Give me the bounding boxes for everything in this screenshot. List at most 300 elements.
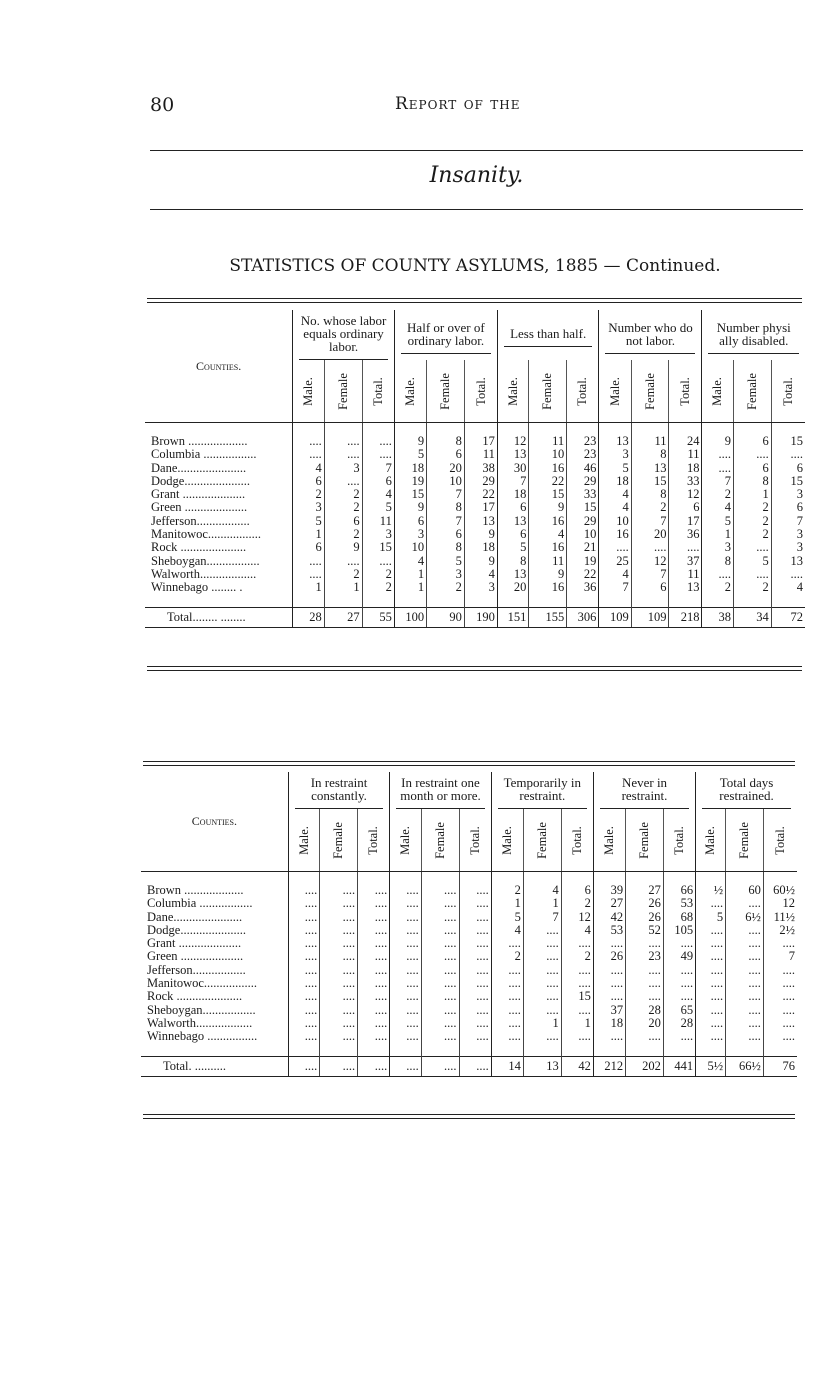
table-cell: .... bbox=[390, 1030, 421, 1043]
group-label: Number physi ally disabled. bbox=[708, 317, 799, 354]
county-name: Green .................... bbox=[151, 501, 248, 515]
table-cell: .... bbox=[631, 541, 669, 554]
table-cell: .... bbox=[459, 950, 491, 963]
table-cell: 4 bbox=[491, 924, 523, 937]
table-cell: 23 bbox=[567, 448, 599, 461]
table-cell: 6½ bbox=[726, 911, 764, 924]
table-cell: .... bbox=[320, 937, 358, 950]
table-cell: 2½ bbox=[763, 924, 797, 937]
group-label: Less than half. bbox=[504, 323, 593, 347]
table-cell: .... bbox=[523, 937, 561, 950]
table-cell: .... bbox=[459, 884, 491, 897]
table-cell: 27 bbox=[626, 884, 664, 897]
sub-header-cell bbox=[464, 360, 497, 423]
table-cell: 4 bbox=[523, 884, 561, 897]
county-name: Rock ..................... bbox=[151, 541, 247, 555]
table-cell: 13 bbox=[464, 515, 497, 528]
table-cell: 3 bbox=[293, 501, 325, 514]
table-cell: .... bbox=[288, 1017, 319, 1030]
table-cell: 2 bbox=[561, 897, 593, 910]
table-cell: 5 bbox=[491, 911, 523, 924]
table-cell: 16 bbox=[529, 462, 567, 475]
table-cell: 7 bbox=[497, 475, 529, 488]
table-cell: .... bbox=[421, 977, 459, 990]
table-cell: .... bbox=[288, 897, 319, 910]
table-cell: 2 bbox=[362, 568, 394, 581]
county-name: Brown ................... bbox=[151, 435, 248, 448]
sub-header-label: Male. bbox=[703, 825, 718, 855]
table-cell: .... bbox=[726, 1017, 764, 1030]
sub-header-cell bbox=[427, 360, 465, 423]
table-cell: .... bbox=[390, 884, 421, 897]
county-name: Dodge..................... bbox=[147, 923, 246, 937]
table-cell: 16 bbox=[529, 581, 567, 594]
sub-header-label: Male. bbox=[607, 376, 622, 406]
table-cell: 3 bbox=[324, 462, 362, 475]
table-cell: 38 bbox=[464, 462, 497, 475]
table-cell: 66 bbox=[663, 884, 695, 897]
table-cell: 1 bbox=[561, 1017, 593, 1030]
county-name: Total. .......... bbox=[141, 1056, 288, 1076]
table-cell: 5½ bbox=[696, 1056, 726, 1076]
table-cell: 9 bbox=[464, 555, 497, 568]
table-cell: 2 bbox=[733, 581, 771, 594]
table-cell: 72 bbox=[771, 607, 805, 627]
table-cell: 49 bbox=[663, 950, 695, 963]
table-cell: 7 bbox=[702, 475, 734, 488]
table-cell: 4 bbox=[464, 568, 497, 581]
table-cell: .... bbox=[726, 897, 764, 910]
table-cell: 2 bbox=[293, 488, 325, 501]
table-cell: 3 bbox=[362, 528, 394, 541]
table-cell: 5 bbox=[702, 515, 734, 528]
table-cell: .... bbox=[288, 1056, 319, 1076]
county-name: Manitowoc................. bbox=[151, 528, 262, 542]
table-cell: .... bbox=[599, 541, 631, 554]
total-row bbox=[145, 607, 805, 627]
table-cell: 9 bbox=[702, 435, 734, 448]
table-cell: .... bbox=[390, 1056, 421, 1076]
table-cell: .... bbox=[390, 964, 421, 977]
table-cell: 6 bbox=[427, 528, 465, 541]
total-row bbox=[141, 1056, 797, 1076]
sub-header-cell bbox=[529, 360, 567, 423]
table-cell: 6 bbox=[631, 581, 669, 594]
table-cell: 26 bbox=[626, 897, 664, 910]
group-header-restraint-constantly bbox=[288, 772, 389, 809]
sub-header-label: Male. bbox=[710, 376, 725, 406]
sub-header-cell bbox=[358, 809, 390, 872]
table-row bbox=[141, 1004, 797, 1017]
table-cell: .... bbox=[491, 937, 523, 950]
table-cell: 9 bbox=[394, 435, 426, 448]
table-cell: .... bbox=[358, 964, 390, 977]
table-cell: 11 bbox=[669, 568, 702, 581]
table-cell: 109 bbox=[631, 607, 669, 627]
table-cell: 7 bbox=[763, 950, 797, 963]
table-cell: .... bbox=[358, 1004, 390, 1017]
table-cell: .... bbox=[663, 937, 695, 950]
table-cell: 33 bbox=[669, 475, 702, 488]
table-cell: .... bbox=[324, 435, 362, 448]
table-cell: 7 bbox=[427, 488, 465, 501]
table-row bbox=[141, 977, 797, 990]
table-cell: .... bbox=[726, 950, 764, 963]
table-cell: .... bbox=[523, 1030, 561, 1043]
table-cell: 17 bbox=[464, 435, 497, 448]
table-cell: 14 bbox=[491, 1056, 523, 1076]
table-cell: .... bbox=[390, 977, 421, 990]
table-cell: 3 bbox=[771, 541, 805, 554]
table-cell: .... bbox=[459, 990, 491, 1003]
table-cell: 33 bbox=[567, 488, 599, 501]
sub-header-cell bbox=[669, 360, 702, 423]
table-cell: 18 bbox=[464, 541, 497, 554]
table-cell: 155 bbox=[529, 607, 567, 627]
sub-header-cell bbox=[733, 360, 771, 423]
table-cell: .... bbox=[663, 977, 695, 990]
group-label: Temporarily in restraint. bbox=[498, 772, 587, 809]
group-label: Never in restraint. bbox=[600, 772, 689, 809]
table-cell: .... bbox=[358, 884, 390, 897]
table-cell: 6 bbox=[293, 475, 325, 488]
county-name: Rock ..................... bbox=[147, 990, 243, 1004]
table-cell: 11 bbox=[529, 555, 567, 568]
county-name: Jefferson................. bbox=[151, 514, 250, 528]
table-cell: 11 bbox=[631, 435, 669, 448]
table-cell: 15 bbox=[771, 435, 805, 448]
sub-header-label: Male. bbox=[505, 376, 520, 406]
table-cell: 5 bbox=[394, 448, 426, 461]
table-cell: .... bbox=[293, 568, 325, 581]
table-cell: 190 bbox=[464, 607, 497, 627]
group-label: In restraint constantly. bbox=[295, 772, 383, 809]
sub-header-label: Female bbox=[335, 372, 350, 410]
sub-header-label: Total. bbox=[672, 825, 687, 855]
sub-header-label: Male. bbox=[602, 825, 617, 855]
table-cell: 10 bbox=[599, 515, 631, 528]
table-cell: .... bbox=[390, 1017, 421, 1030]
table-row bbox=[145, 515, 805, 528]
sub-header-label: Total. bbox=[370, 376, 385, 406]
header-rule-bottom bbox=[150, 209, 803, 210]
table-row bbox=[145, 462, 805, 475]
sub-header-label: Total. bbox=[473, 376, 488, 406]
table-cell: .... bbox=[320, 897, 358, 910]
table-cell: 25 bbox=[599, 555, 631, 568]
table-cell: 6 bbox=[394, 515, 426, 528]
table-cell: 90 bbox=[427, 607, 465, 627]
table-cell: .... bbox=[491, 990, 523, 1003]
table-cell: .... bbox=[288, 884, 319, 897]
county-name: Total........ ........ bbox=[145, 607, 293, 627]
table-cell: .... bbox=[459, 1056, 491, 1076]
sub-header-cell bbox=[394, 360, 426, 423]
table-cell: 5 bbox=[733, 555, 771, 568]
table-cell: .... bbox=[696, 1017, 726, 1030]
table-cell: .... bbox=[421, 911, 459, 924]
group-header-restraint-month bbox=[390, 772, 491, 809]
table-cell: .... bbox=[763, 1017, 797, 1030]
table-cell: .... bbox=[421, 990, 459, 1003]
table-cell: .... bbox=[288, 1030, 319, 1043]
table-cell: 13 bbox=[497, 448, 529, 461]
sub-header-cell bbox=[702, 360, 734, 423]
table-row bbox=[141, 937, 797, 950]
table-cell: 46 bbox=[567, 462, 599, 475]
table-cell: 39 bbox=[593, 884, 625, 897]
table-cell: .... bbox=[491, 1030, 523, 1043]
table-cell: .... bbox=[288, 1004, 319, 1017]
table-cell: 15 bbox=[771, 475, 805, 488]
table-cell: .... bbox=[421, 1017, 459, 1030]
table-cell: 16 bbox=[529, 541, 567, 554]
table-cell: .... bbox=[726, 937, 764, 950]
table-cell: 9 bbox=[324, 541, 362, 554]
sub-header-label: Male. bbox=[499, 825, 514, 855]
table-cell: .... bbox=[663, 1030, 695, 1043]
table-cell: 105 bbox=[663, 924, 695, 937]
table-cell: 11½ bbox=[763, 911, 797, 924]
table-cell: .... bbox=[626, 990, 664, 1003]
table-cell: 109 bbox=[599, 607, 631, 627]
table-cell: .... bbox=[421, 937, 459, 950]
table-cell: 11 bbox=[669, 448, 702, 461]
county-name: Dodge..................... bbox=[151, 474, 250, 488]
table-cell: .... bbox=[320, 924, 358, 937]
county-name: Columbia ................. bbox=[151, 448, 257, 462]
table-cell: 5 bbox=[362, 501, 394, 514]
sub-header-cell bbox=[663, 809, 695, 872]
table-cell: .... bbox=[561, 1030, 593, 1043]
table-cell: .... bbox=[320, 1030, 358, 1043]
table1-top-double-rule bbox=[147, 298, 802, 303]
table-cell: 5 bbox=[427, 555, 465, 568]
table-cell: 18 bbox=[394, 462, 426, 475]
table-cell: .... bbox=[733, 448, 771, 461]
table-cell: .... bbox=[733, 568, 771, 581]
table-cell: .... bbox=[702, 448, 734, 461]
table-cell: 6 bbox=[427, 448, 465, 461]
table-cell: 13 bbox=[631, 462, 669, 475]
table-cell: .... bbox=[593, 1030, 625, 1043]
table-cell: 8 bbox=[497, 555, 529, 568]
table-cell: 2 bbox=[561, 950, 593, 963]
table-cell: 218 bbox=[669, 607, 702, 627]
table-cell: .... bbox=[459, 964, 491, 977]
table-row bbox=[145, 448, 805, 461]
table-cell: .... bbox=[561, 1004, 593, 1017]
sub-header-cell bbox=[561, 809, 593, 872]
table-cell: .... bbox=[763, 990, 797, 1003]
table-cell: .... bbox=[763, 977, 797, 990]
table-cell: 34 bbox=[733, 607, 771, 627]
table-cell: 23 bbox=[567, 435, 599, 448]
county-name: Winnebago ........ . bbox=[151, 581, 243, 595]
table-cell: .... bbox=[390, 990, 421, 1003]
table-cell: 6 bbox=[497, 501, 529, 514]
table-cell: 3 bbox=[394, 528, 426, 541]
table-cell: 2 bbox=[733, 515, 771, 528]
table-cell: .... bbox=[771, 568, 805, 581]
table-cell: 8 bbox=[631, 448, 669, 461]
county-name: Walworth.................. bbox=[147, 1016, 253, 1030]
table-cell: 8 bbox=[427, 435, 465, 448]
table-cell: 53 bbox=[663, 897, 695, 910]
table-cell: .... bbox=[421, 1056, 459, 1076]
table-cell: .... bbox=[726, 964, 764, 977]
table-cell: 11 bbox=[464, 448, 497, 461]
table-cell: .... bbox=[288, 990, 319, 1003]
table-cell: .... bbox=[626, 1030, 664, 1043]
table-cell: 15 bbox=[561, 990, 593, 1003]
table-cell: 1 bbox=[523, 1017, 561, 1030]
table-cell: 7 bbox=[631, 515, 669, 528]
table-cell: 15 bbox=[362, 541, 394, 554]
table-cell: .... bbox=[763, 1030, 797, 1043]
county-name: Dane...................... bbox=[151, 461, 247, 475]
table-cell: .... bbox=[358, 897, 390, 910]
table-cell: .... bbox=[626, 937, 664, 950]
table-cell: 1 bbox=[324, 581, 362, 594]
table-row bbox=[141, 897, 797, 910]
table-cell: 42 bbox=[593, 911, 625, 924]
table-cell: .... bbox=[358, 1030, 390, 1043]
table-cell: .... bbox=[733, 541, 771, 554]
table-cell: 22 bbox=[529, 475, 567, 488]
sub-header-label: Female bbox=[331, 821, 346, 859]
table-cell: 13 bbox=[497, 568, 529, 581]
table-cell: 12 bbox=[669, 488, 702, 501]
table-cell: 60½ bbox=[763, 884, 797, 897]
table-cell: 212 bbox=[593, 1056, 625, 1076]
group-header-physically-disabled bbox=[702, 310, 805, 360]
table-cell: 22 bbox=[567, 568, 599, 581]
labor-statistics-table bbox=[145, 310, 805, 628]
table-cell: .... bbox=[702, 568, 734, 581]
sub-header-label: Female bbox=[540, 372, 555, 410]
sub-header-cell bbox=[320, 809, 358, 872]
table-cell: 15 bbox=[529, 488, 567, 501]
table-cell: 2 bbox=[702, 581, 734, 594]
table-row bbox=[145, 541, 805, 554]
sub-header-label: Male. bbox=[397, 825, 412, 855]
table-cell: 4 bbox=[771, 581, 805, 594]
group-label: Half or over of ordinary labor. bbox=[401, 317, 491, 354]
county-name: Green .................... bbox=[147, 950, 244, 964]
table-cell: 38 bbox=[702, 607, 734, 627]
table-cell: 15 bbox=[567, 501, 599, 514]
table-cell: 6 bbox=[293, 541, 325, 554]
table-cell: .... bbox=[288, 924, 319, 937]
sub-header-label: Female bbox=[736, 821, 751, 859]
group-header-temporarily bbox=[491, 772, 593, 809]
sub-header-cell bbox=[567, 360, 599, 423]
county-name: Walworth.................. bbox=[151, 567, 257, 581]
table-cell: .... bbox=[696, 924, 726, 937]
table-cell: 6 bbox=[324, 515, 362, 528]
table-cell: 10 bbox=[567, 528, 599, 541]
table-cell: .... bbox=[288, 937, 319, 950]
table-cell: .... bbox=[663, 964, 695, 977]
table-cell: 6 bbox=[733, 435, 771, 448]
sub-header-cell bbox=[593, 809, 625, 872]
table-cell: 2 bbox=[702, 488, 734, 501]
table-cell: .... bbox=[561, 937, 593, 950]
county-name: Winnebago ................ bbox=[147, 1030, 258, 1044]
table-row bbox=[145, 555, 805, 568]
table-cell: .... bbox=[459, 1004, 491, 1017]
table-cell: 1 bbox=[523, 897, 561, 910]
table-cell: 22 bbox=[464, 488, 497, 501]
table-cell: .... bbox=[702, 462, 734, 475]
table-cell: .... bbox=[320, 1004, 358, 1017]
table-cell: .... bbox=[320, 911, 358, 924]
table-cell: 16 bbox=[599, 528, 631, 541]
sub-header-label: Total. bbox=[575, 376, 590, 406]
table-cell: 7 bbox=[599, 581, 631, 594]
group-label: Number who do not labor. bbox=[605, 317, 695, 354]
table-cell: 2 bbox=[324, 528, 362, 541]
table-cell: .... bbox=[320, 1056, 358, 1076]
table-cell: 24 bbox=[669, 435, 702, 448]
table-cell: .... bbox=[726, 1030, 764, 1043]
table-cell: 68 bbox=[663, 911, 695, 924]
table-cell: 2 bbox=[362, 581, 394, 594]
group-label: Total days restrained. bbox=[702, 772, 791, 809]
sub-header-label: Female bbox=[744, 372, 759, 410]
table-cell: 8 bbox=[702, 555, 734, 568]
table-cell: .... bbox=[459, 911, 491, 924]
table-cell: 5 bbox=[599, 462, 631, 475]
table-cell: .... bbox=[362, 555, 394, 568]
table-cell: .... bbox=[288, 964, 319, 977]
table-cell: .... bbox=[358, 911, 390, 924]
sub-header-label: Female bbox=[437, 372, 452, 410]
table-cell: 4 bbox=[599, 501, 631, 514]
table-cell: 8 bbox=[733, 475, 771, 488]
table-cell: .... bbox=[421, 924, 459, 937]
table-cell: 4 bbox=[561, 924, 593, 937]
table-cell: .... bbox=[390, 897, 421, 910]
table-cell: .... bbox=[358, 1056, 390, 1076]
table-cell: 2 bbox=[324, 501, 362, 514]
table-cell: 6 bbox=[771, 501, 805, 514]
table-cell: 55 bbox=[362, 607, 394, 627]
table-cell: 28 bbox=[663, 1017, 695, 1030]
table-row bbox=[145, 488, 805, 501]
table-cell: 27 bbox=[324, 607, 362, 627]
table-cell: .... bbox=[593, 990, 625, 1003]
table-cell: 29 bbox=[567, 515, 599, 528]
group-header-equal-labor bbox=[293, 310, 395, 360]
table-cell: 3 bbox=[464, 581, 497, 594]
county-name: Grant .................... bbox=[151, 488, 246, 502]
table-row bbox=[145, 528, 805, 541]
table-cell: 6 bbox=[771, 462, 805, 475]
table-cell: 8 bbox=[427, 501, 465, 514]
table-cell: 7 bbox=[362, 462, 394, 475]
table-cell: .... bbox=[421, 1004, 459, 1017]
header-rule-top bbox=[150, 150, 803, 151]
table-cell: 7 bbox=[427, 515, 465, 528]
table-cell: .... bbox=[696, 990, 726, 1003]
table-cell: .... bbox=[696, 937, 726, 950]
table-cell: 1 bbox=[293, 581, 325, 594]
table-cell: 3 bbox=[771, 488, 805, 501]
table-cell: 6 bbox=[561, 884, 593, 897]
table-cell: 1 bbox=[394, 581, 426, 594]
